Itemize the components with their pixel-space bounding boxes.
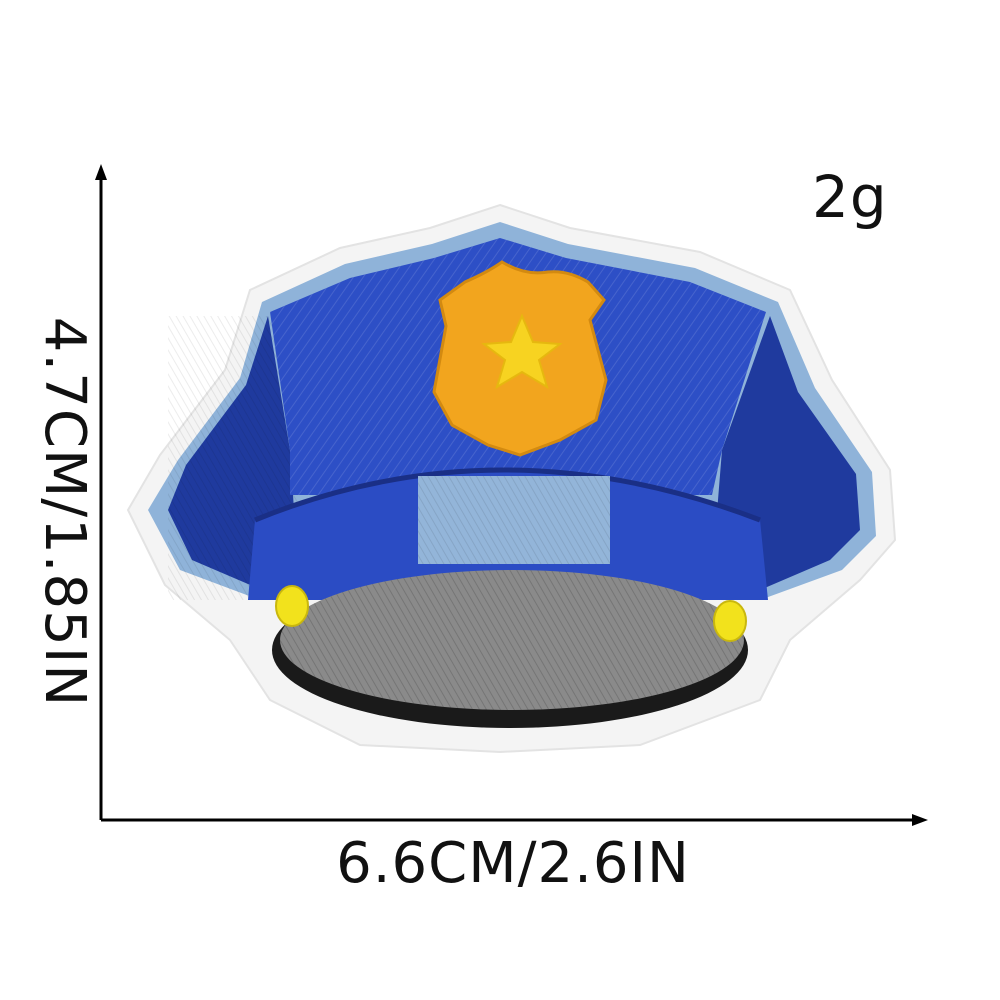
hat-right-button (714, 601, 746, 641)
weight-label: 2g (812, 163, 888, 231)
hat-left-button (276, 586, 308, 626)
hat-band-panel-stitching (418, 476, 610, 564)
hat-visor-stitching (280, 570, 744, 710)
height-dimension-label: 4.7CM/1.85IN (32, 316, 97, 708)
width-dimension-label: 6.6CM/2.6IN (336, 831, 690, 896)
